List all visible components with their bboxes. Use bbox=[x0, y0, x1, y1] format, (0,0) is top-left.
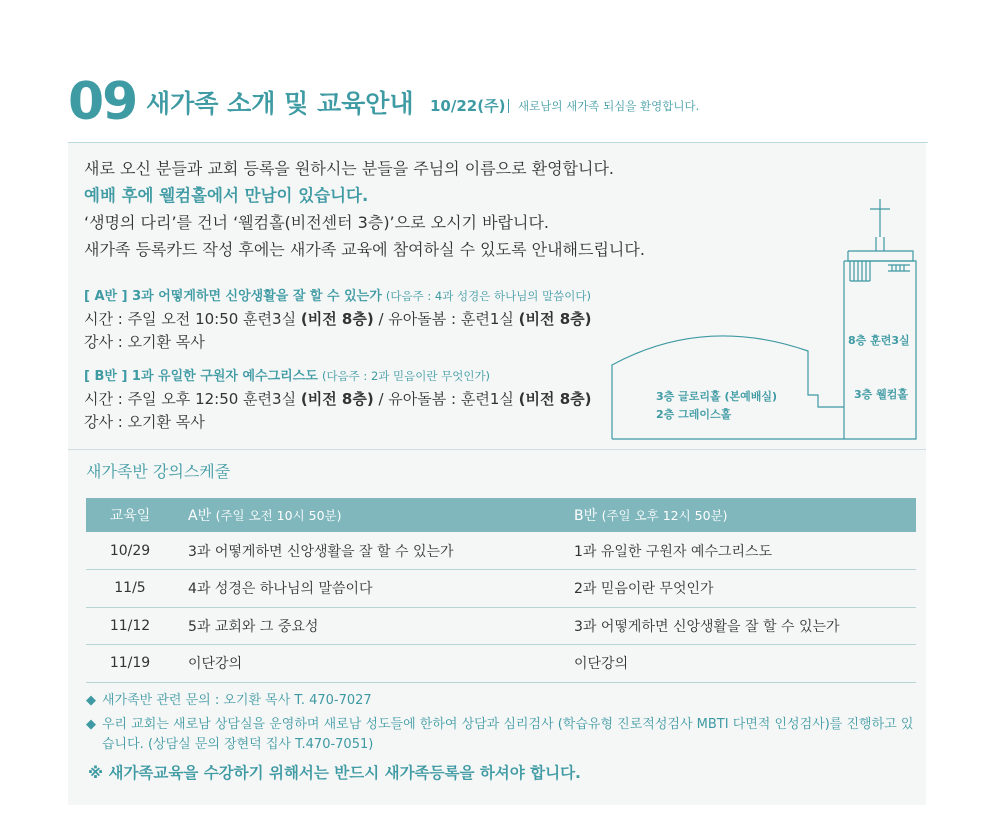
row-class-a: 3과 어떻게하면 신앙생활을 잘 할 수 있는가 bbox=[174, 532, 560, 570]
class-b-care-text: / 유아돌봄 : 훈련1실 bbox=[378, 390, 514, 408]
table-row bbox=[86, 570, 916, 608]
class-b-teacher: 강사 : 오기환 목사 bbox=[84, 413, 205, 431]
row-class-a: 5과 교회와 그 중요성 bbox=[174, 607, 560, 645]
note-counseling-text: 우리 교회는 새로남 상담실을 운영하며 새로남 성도들에 한하여 상담과 심리검사 (학습유형 진로적성검사 MBTI 다면적 인성검사)를 진행하고 있습니다. (상담실 문의 장현덕 집사 T.470-7051) bbox=[102, 717, 914, 752]
section-date: 10/22(주) bbox=[430, 97, 506, 115]
content-panel bbox=[68, 143, 926, 805]
header-class-a-label: A반 bbox=[188, 508, 212, 524]
intro-highlight: 예배 후에 웰컴홀에서 만남이 있습니다. bbox=[84, 186, 369, 205]
schedule-table bbox=[86, 498, 916, 683]
intro-line-4: 새가족 등록카드 작성 후에는 새가족 교육에 참여하실 수 있도록 안내해드립니다. bbox=[84, 240, 645, 259]
schedule-header-row bbox=[86, 498, 916, 532]
row-class-b: 1과 유일한 구원자 예수그리스도 bbox=[560, 532, 916, 570]
note-contact bbox=[86, 691, 916, 711]
header-class-a bbox=[174, 498, 560, 532]
class-a-time bbox=[84, 308, 644, 331]
label-grace-hall: 2층 그레이스홀 bbox=[656, 408, 732, 421]
class-b-heading bbox=[84, 365, 644, 388]
tower bbox=[844, 261, 916, 439]
row-class-a: 4과 성경은 하나님의 말씀이다 bbox=[174, 570, 560, 608]
sanctuary-roof bbox=[612, 336, 844, 439]
class-b-time-room: (비전 8층) bbox=[300, 390, 374, 408]
label-glory-hall: 3층 글로리홀 (본예배실) bbox=[656, 390, 778, 403]
class-b-time bbox=[84, 388, 644, 411]
schedule-title: 새가족반 강의스케줄 bbox=[86, 462, 231, 481]
row-date: 10/29 bbox=[86, 532, 174, 570]
class-a-title: [ A반 ] 3과 어떻게하면 신앙생활을 잘 할 수 있는가 bbox=[84, 289, 382, 304]
header-class-b bbox=[560, 498, 916, 532]
diamond-bullet-icon: ◆ bbox=[86, 693, 96, 708]
row-class-a: 이단강의 bbox=[174, 645, 560, 683]
note-counseling bbox=[86, 715, 916, 755]
row-date: 11/12 bbox=[86, 607, 174, 645]
section-number: 09 bbox=[68, 72, 137, 132]
note-contact-text: 새가족반 관련 문의 : 오기환 목사 T. 470-7027 bbox=[102, 693, 372, 708]
header-separator bbox=[508, 99, 509, 113]
diamond-bullet-icon: ◆ bbox=[86, 717, 96, 732]
header-class-b-time: (주일 오후 12시 50분) bbox=[601, 508, 728, 523]
class-b-time-text: 시간 : 주일 오후 12:50 훈련3실 bbox=[84, 390, 297, 408]
section-divider bbox=[68, 449, 926, 450]
class-b-info bbox=[84, 365, 644, 434]
class-b-next: (다음주 : 2과 믿음이란 무엇인가) bbox=[321, 369, 491, 383]
notes-section bbox=[86, 691, 916, 785]
intro-line-3: ‘생명의 다리’를 건너 ‘웰컴홀(비전센터 3층)’으로 오시기 바랍니다. bbox=[84, 213, 550, 232]
spire bbox=[876, 237, 884, 251]
header-class-b-label: B반 bbox=[574, 508, 598, 524]
registration-notice: ※ 새가족교육을 수강하기 위해서는 반드시 새가족등록을 하셔야 합니다. bbox=[88, 764, 581, 782]
row-class-b: 2과 믿음이란 무엇인가 bbox=[560, 570, 916, 608]
class-a-time-room: (비전 8층) bbox=[300, 310, 374, 328]
table-row bbox=[86, 607, 916, 645]
class-b-title: [ B반 ] 1과 유일한 구원자 예수그리스도 bbox=[84, 369, 318, 384]
label-welcome-hall: 3층 웰컴홀 bbox=[854, 388, 908, 401]
section-title: 새가족 소개 및 교육안내 bbox=[146, 89, 414, 118]
header-class-a-time: (주일 오전 10시 50분) bbox=[215, 508, 342, 523]
table-row bbox=[86, 645, 916, 683]
section-subtitle: 새로남의 새가족 되심을 환영합니다. bbox=[518, 99, 700, 113]
class-a-time-text: 시간 : 주일 오전 10:50 훈련3실 bbox=[84, 310, 297, 328]
row-date: 11/5 bbox=[86, 570, 174, 608]
class-a-heading bbox=[84, 285, 644, 308]
class-a-info bbox=[84, 285, 644, 354]
row-date: 11/19 bbox=[86, 645, 174, 683]
section-header bbox=[68, 72, 928, 142]
label-training-room: 8층 훈련3실 bbox=[848, 334, 910, 347]
class-a-teacher: 강사 : 오기환 목사 bbox=[84, 333, 205, 351]
row-class-b: 이단강의 bbox=[560, 645, 916, 683]
class-b-care-room: (비전 8층) bbox=[518, 390, 592, 408]
row-class-b: 3과 어떻게하면 신앙생활을 잘 할 수 있는가 bbox=[560, 607, 916, 645]
class-a-care-text: / 유아돌봄 : 훈련1실 bbox=[378, 310, 514, 328]
class-a-care-room: (비전 8층) bbox=[518, 310, 592, 328]
building-diagram bbox=[608, 195, 928, 445]
header-date: 교육일 bbox=[86, 498, 174, 532]
intro-text bbox=[84, 155, 684, 263]
intro-line-1: 새로 오신 분들과 교회 등록을 원하시는 분들을 주님의 이름으로 환영합니다. bbox=[84, 159, 614, 178]
class-a-next: (다음주 : 4과 성경은 하나님의 말씀이다) bbox=[385, 289, 591, 303]
table-row bbox=[86, 532, 916, 570]
